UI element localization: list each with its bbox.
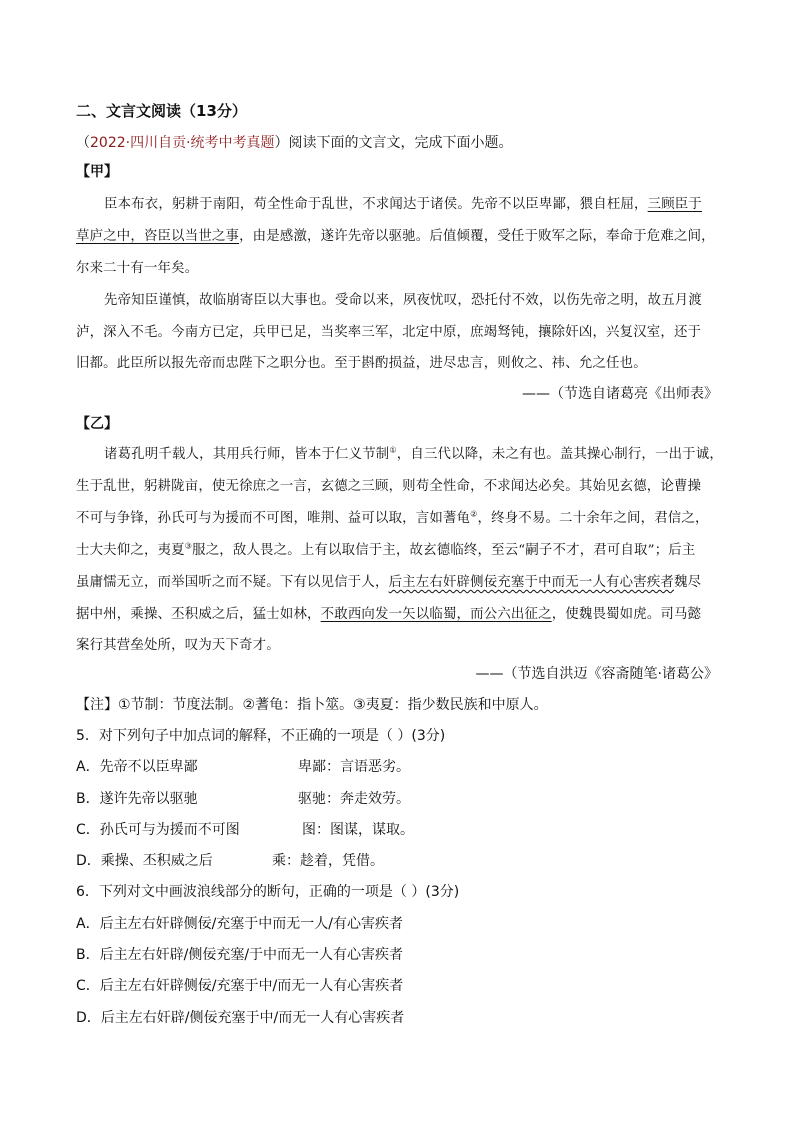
jia-p2-line3: 旧都。此臣所以报先帝而忠陛下之职分也。至于斟酌损益，进尽忠言，则攸之、祎、允之任也。: [76, 356, 647, 371]
q5-option-b: [76, 789, 718, 809]
yi-line5: [76, 573, 718, 593]
q5-option-d: [76, 851, 718, 871]
underlined-sentence: 三顾臣于: [647, 197, 702, 212]
yi-attribution: ——（节选自洪迈《容斋随笔·诸葛公》: [475, 666, 718, 682]
yi-line2: 生于乱世，躬耕陇亩，使无徐庶之一言，玄德之三顾，则苟全性命，不求闻达必矣。其始见玄德，论曹操: [76, 479, 702, 494]
q6-option-d: D．后主左右奸辟/侧佞充塞于中/而无一人有心害疾者: [76, 1010, 405, 1026]
yi-text: ，终身不易。二十余年之间，君信之，: [477, 511, 709, 526]
jia-p1-line3: 尔来二十有一年矣。: [76, 261, 199, 276]
jia-p2-line1: 先帝知臣谨慎，故临崩寄臣以大事也。受命以来，夙夜忧叹，恐托付不效，以伤先帝之明，故五月渡: [104, 293, 702, 308]
jia-p1-line2: [76, 227, 718, 247]
instruction-text: 阅读下面的文言文，完成下面小题。: [288, 135, 513, 151]
note-marker-1: ①: [389, 445, 397, 455]
yi-line3: [76, 509, 718, 529]
option-sentence: C．孙氏可与为援而不可图: [76, 822, 240, 838]
option-sentence: D．乘操、丕积威之后: [76, 853, 213, 869]
jia-p2-line2: 泸，深入不毛。今南方已定，兵甲已足，当奖率三军，北定中原，庶竭驽钝，攘除奸凶，兴复汉室，还于: [76, 325, 702, 340]
option-definition: 卑鄙：言语恶劣。: [298, 759, 410, 775]
section-title: 二、文言文阅读（13分）: [76, 102, 247, 120]
note-marker-2: ②: [470, 509, 478, 519]
yi-text: 诸葛孔明千载人，其用兵行师，皆本于仁义节制: [104, 447, 390, 462]
jia-attribution: ——（节选自诸葛亮《出师表》: [522, 386, 718, 402]
option-definition: 驱驰：奔走效劳。: [298, 791, 410, 807]
note-marker-3: ③: [184, 541, 193, 551]
yi-text: 不可与争锋，孙氏可与为援而不可图，唯荆、益可以取，言如蓍龟: [76, 511, 471, 526]
option-sentence: A．先帝不以臣卑鄙: [76, 759, 198, 775]
q5-option-a: [76, 757, 718, 777]
underlined-sentence-cont: 草庐之中，咨臣以当世之事: [76, 229, 240, 244]
question-source-line: [76, 133, 718, 153]
yi-line4: [76, 541, 718, 561]
yi-text: 魏尽: [674, 575, 702, 590]
yi-line6: [76, 605, 718, 625]
yi-line7: 案行其营垒处所，叹为天下奇才。: [76, 638, 280, 653]
yi-text: 服之，敌人畏之。上有以取信于主，故玄德临终，至云“嗣子不才，君可自取”；后主: [192, 543, 696, 558]
q6-option-b: B．后主左右奸辟/侧佞充塞/于中而无一人有心害疾者: [76, 947, 404, 963]
jia-text: ，由是感激，遂许先帝以驱驰。后值倾覆，受任于败军之际，奉命于危难之间，: [239, 229, 715, 244]
annotation-notes: 【注】①节制：节度法制。②蓍龟：指卜筮。③夷夏：指少数民族和中原人。: [76, 697, 548, 713]
q6-option-a: A．后主左右奸辟侧佞/充塞于中而无一人/有心害疾者: [76, 916, 404, 932]
question-5-stem: 5．对下列句子中加点词的解释，不正确的一项是（ ）(3分): [76, 728, 446, 744]
wavy-underlined-sentence: 后主左右奸辟侧佞充塞于中而无一人有心害疾者: [388, 575, 674, 590]
jia-text: 臣本布衣，躬耕于南阳，苟全性命于乱世，不求闻达于诸侯。先帝不以臣卑鄙，猥自枉屈，: [104, 197, 648, 212]
option-sentence: B．遂许先帝以驱驰: [76, 791, 198, 807]
yi-line1: [76, 445, 723, 465]
passage-yi-marker: 【乙】: [76, 416, 118, 432]
jia-p1-line1: [76, 195, 718, 215]
question-6-stem: 6．下列对文中画波浪线部分的断句，正确的一项是（ ）(3分): [76, 884, 460, 900]
yi-text: 虽庸懦无立，而举国听之而不疑。下有以见信于人，: [76, 575, 389, 590]
underlined-sentence: 不敢西向发一矢以临蜀，而公六出征之: [320, 607, 552, 622]
option-definition: 图：图谋，谋取。: [302, 822, 414, 838]
passage-jia-marker: 【甲】: [76, 164, 118, 180]
option-definition: 乘：趁着，凭借。: [272, 853, 384, 869]
yi-text: 据中州，乘操、丕积威之后，猛士如林，: [76, 607, 321, 622]
yi-text: ，自三代以降，未之有也。盖其操心制行，一出于诚，: [396, 447, 723, 462]
q5-option-c: [76, 820, 718, 840]
yi-text: ，使魏畏蜀如虎。司马懿: [551, 607, 702, 622]
source-close-paren: ）: [274, 135, 289, 151]
source-link[interactable]: 2022·四川自贡·统考中考真题: [90, 135, 275, 151]
yi-text: 士大夫仰之，夷夏: [76, 543, 185, 558]
q6-option-c: C．后主左右奸辟侧佞/充塞于中/而无一人有心害疾者: [76, 978, 404, 994]
source-open-paren: （: [76, 135, 90, 151]
